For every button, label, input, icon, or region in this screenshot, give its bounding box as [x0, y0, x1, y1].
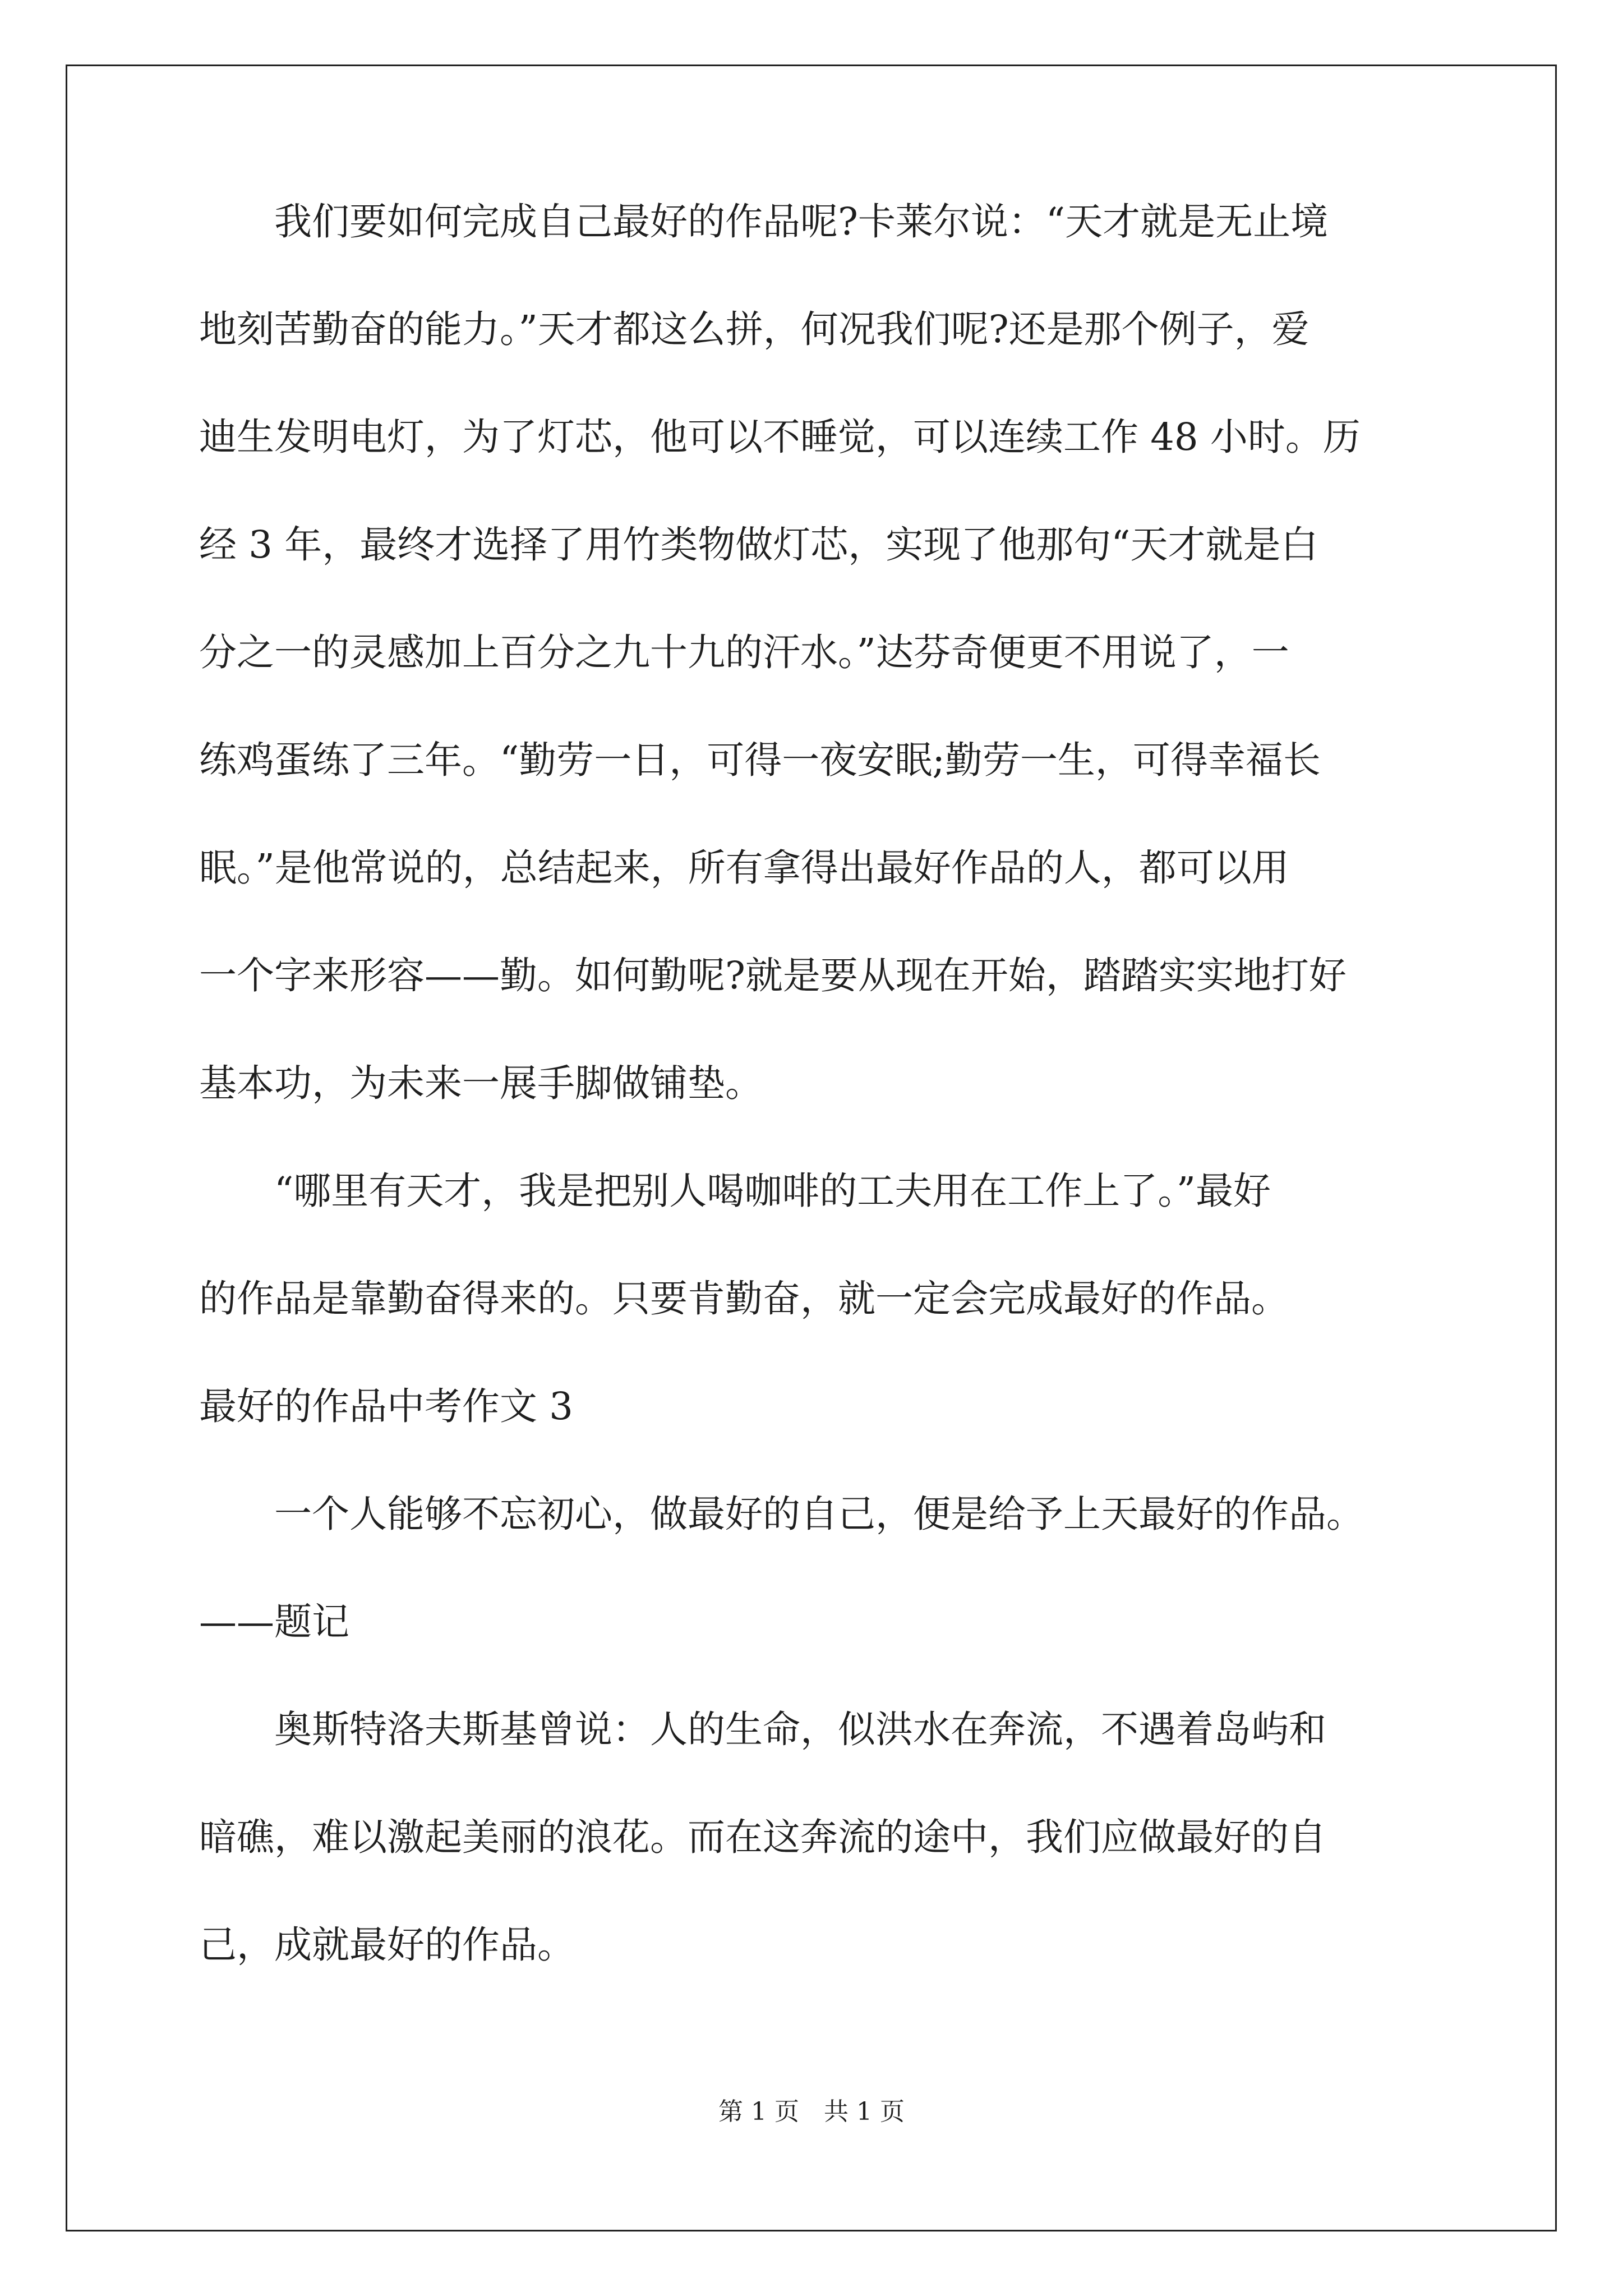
paragraph-line: 的作品是靠勤奋得来的。只要肯勤奋，就一定会完成最好的作品。: [199, 1277, 1289, 1320]
paragraph-line: 迪生发明电灯，为了灯芯，他可以不睡觉，可以连续工作 48 小时。历: [199, 415, 1361, 459]
paragraph-line: 奥斯特洛夫斯基曾说：人的生命，似洪水在奔流，不遇着岛屿和: [199, 1708, 1326, 1751]
paragraph-line: 基本功，为未来一展手脚做铺垫。: [199, 1061, 763, 1105]
paragraph-line: 练鸡蛋练了三年。“勤劳一日，可得一夜安眠;勤劳一生，可得幸福长: [199, 738, 1321, 782]
paragraph-line: 经 3 年，最终才选择了用竹类物做灯芯，实现了他那句“天才就是白: [199, 523, 1318, 567]
paragraph-line: 一个字来形容——勤。如何勤呢?就是要从现在开始，踏踏实实地打好: [199, 954, 1347, 997]
paragraph-line: ——题记: [199, 1600, 349, 1644]
paragraph-line: 己，成就最好的作品。: [199, 1923, 575, 1967]
paragraph-line: 分之一的灵感加上百分之九十九的汗水。”达芬奇便更不用说了，一: [199, 631, 1289, 674]
page-number: 第 1 页 共 1 页: [718, 2097, 905, 2126]
paragraph-line: 眠。”是他常说的，总结起来，所有拿得出最好作品的人，都可以用: [199, 846, 1289, 890]
section-heading: 最好的作品中考作文 3: [199, 1384, 573, 1428]
paragraph-line: 一个人能够不忘初心，做最好的自己，便是给予上天最好的作品。: [199, 1492, 1364, 1536]
paragraph-line: 暗礁，难以激起美丽的浪花。而在这奔流的途中，我们应做最好的自: [199, 1815, 1326, 1859]
paragraph-line: 我们要如何完成自己最好的作品呢?卡莱尔说：“天才就是无止境: [199, 200, 1329, 243]
paragraph-line: 地刻苦勤奋的能力。”天才都这么拼，何况我们呢?还是那个例子，爱: [199, 307, 1310, 351]
paragraph-line: “哪里有天才，我是把别人喝咖啡的工夫用在工作上了。”最好: [199, 1169, 1271, 1213]
page-border: [66, 65, 1557, 2231]
